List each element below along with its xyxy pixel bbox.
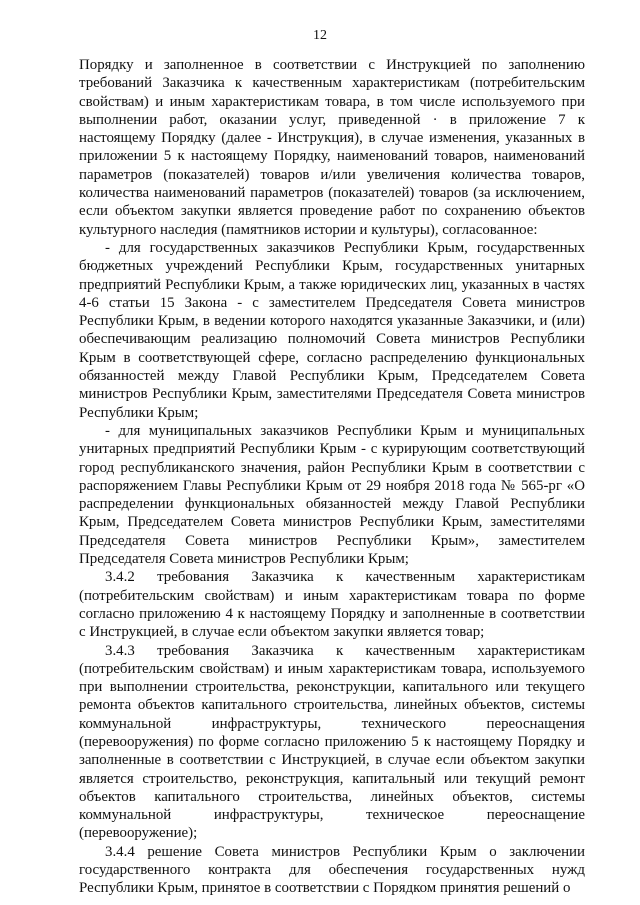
paragraph-3-4-3: 3.4.3 требования Заказчика к качественным характеристикам (потребительским свойствам) и иным характеристикам товара, используемого при выполнении строительства, реконструкции, капитального или текущего ремонта объектов капитального строительства, линейных объектов, системы коммунальной инфраструктуры, технического переоснащения (перевооружения) по форме согласно приложению 5 к настоящему Порядку и заполненные в соответствии с Инструкцией, в случае если объектом закупки является строительство, реконструкция, капитальный или текущий ремонт объектов капитального строительства, линейных объектов, системы коммунальной инфраструктуры, техническое переоснащение (перевооружение);	[79, 642, 585, 842]
page-number: 12	[313, 28, 327, 43]
paragraph-3-4-2: 3.4.2 требования Заказчика к качественным характеристикам (потребительским свойствам) и иным характеристикам товара по форме согласно приложению 4 к настоящему Порядку и заполненные в соответствии с Инструкцией, в случае если объектом закупки является товар;	[79, 569, 585, 641]
paragraph-municipal-customers: - для муниципальных заказчиков Республики Крым и муниципальных унитарных предприятий Республики Крым - с курирующим соответствующий город республиканского значения, район Республики Крым в соответствии с распоряжением Главы Республики Крым от 29 ноября 2018 года № 565-рг «О распределении функциональных обязанностей между Главой Республики Крым, Председателем Совета министров Республики Крым, заместителями Председателя Совета министров Республики Крым», заместителем Председателя Совета министров Республики Крым;	[79, 422, 585, 568]
paragraph-3-4-4: 3.4.4 решение Совета министров Республики Крым о заключении государственного контракта для обеспечения государственных нужд Республики Крым, принятое в соответствии с Порядком принятия решений о	[79, 843, 585, 897]
document-body	[79, 56, 585, 898]
paragraph-intro: Порядку и заполненное в соответствии с Инструкцией по заполнению требований Заказчика к качественным характеристикам (потребительским свойствам) и иным характеристикам товара, в том числе используемого при выполнении работ, оказании услуг, приведенной · в приложение 7 к настоящему Порядку (далее - Инструкция), в случае изменения, указанных в приложении 5 к настоящему Порядку, наименований товаров, наименований параметров (показателей) товаров и/или увеличения количества товаров, количества наименований параметров (показателей) товаров (за исключением, если объектом закупки является проведение работ по сохранению объектов культурного наследия (памятников истории и культуры), согласованное:	[79, 57, 585, 238]
paragraph-state-customers: - для государственных заказчиков Республики Крым, государственных бюджетных учреждений Республики Крым, государственных унитарных предприятий Республики Крым, а также юридических лиц, указанных в частях 4-6 статьи 15 Закона - с заместителем Председателя Совета министров Республики Крым, в ведении которого находятся указанные Заказчики, и (или) обеспечивающим реализацию полномочий Совета министров Республики Крым в соответствующей сфере, согласно распределению функциональных обязанностей между Главой Республики Крым, Председателем Совета министров Республики Крым, заместителями Председателя Совета министров Республики Крым;	[79, 239, 585, 421]
